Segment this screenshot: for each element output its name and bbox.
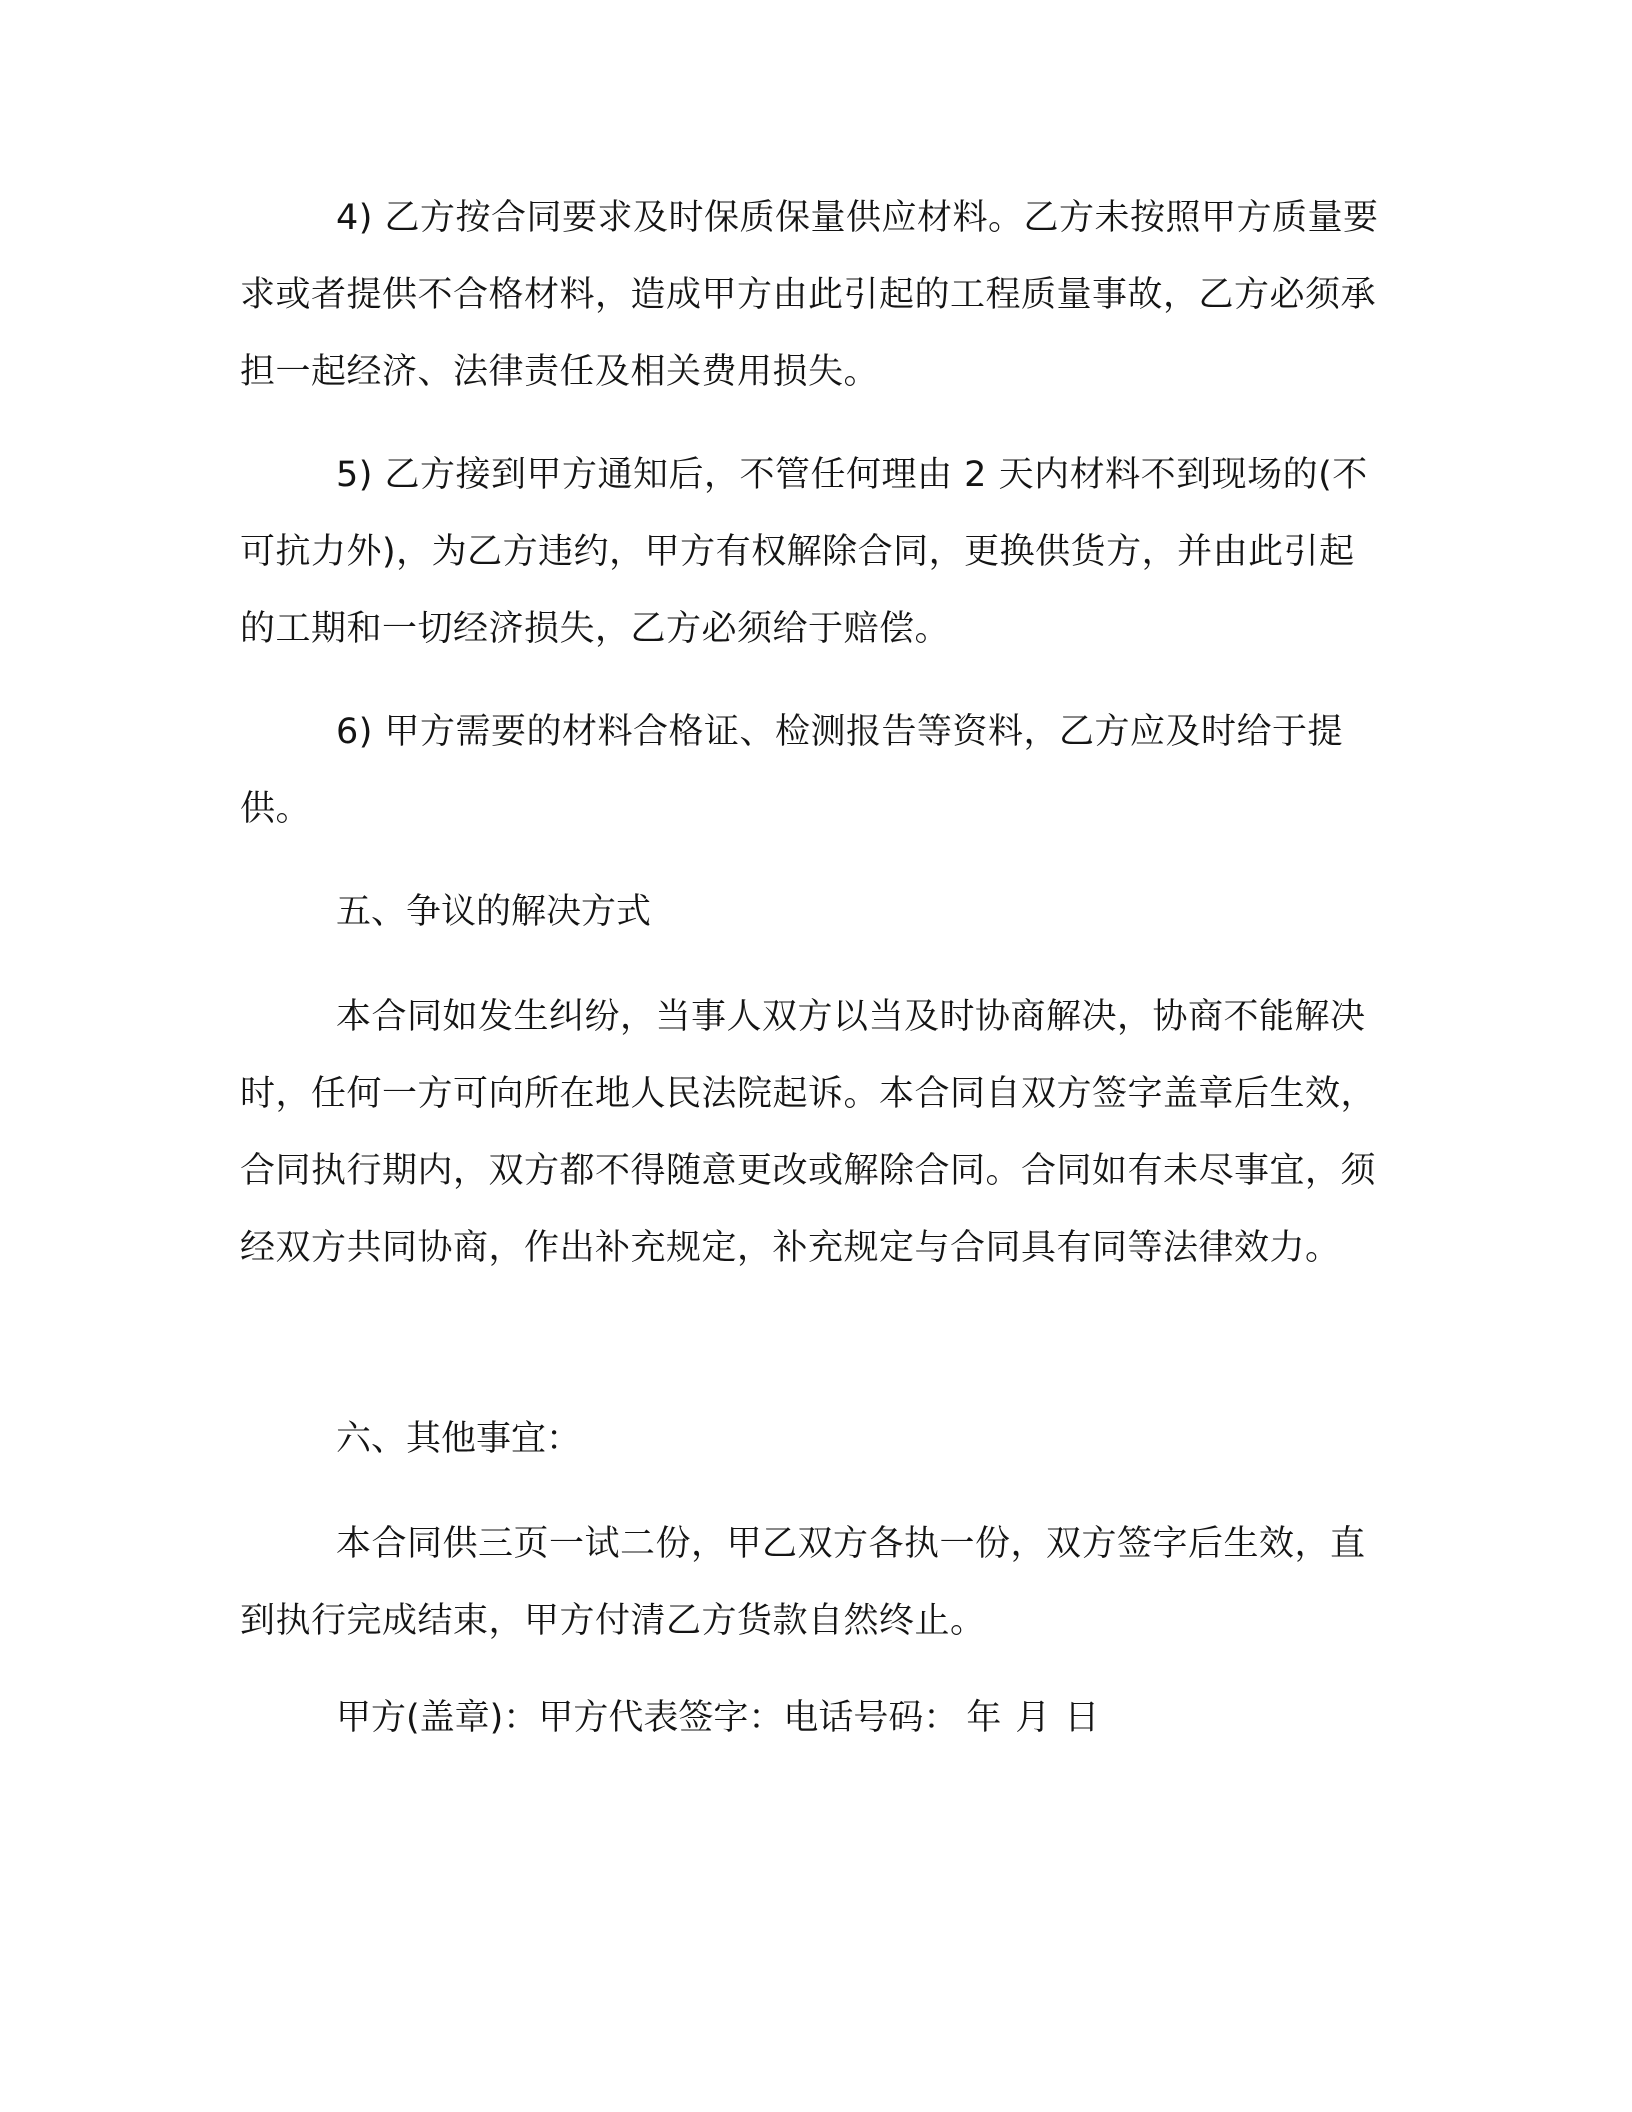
paragraph-item-4: 4) 乙方按合同要求及时保质保量供应材料。乙方未按照甲方质量要求或者提供不合格材料，造成甲方由此引起的工程质量事故，乙方必须承担一起经济、法律责任及相关费用损失。	[240, 198, 1379, 392]
paragraph-dispute-resolution: 本合同如发生纠纷，当事人双方以当及时协商解决，协商不能解决时，任何一方可向所在地人民法院起诉。本合同自双方签字盖章后生效，合同执行期内，双方都不得随意更改或解除合同。合同如有未尽事宜，须经双方共同协商，作出补充规定，补充规定与合同具有同等法律效力。	[240, 997, 1377, 1268]
paragraph-other-matters: 本合同供三页一试二份，甲乙双方各执一份，双方签字后生效，直到执行完成结束，甲方付清乙方货款自然终止。	[240, 1524, 1366, 1641]
section-title-other-matters: 六、其他事宜：	[336, 1419, 582, 1459]
party-a-seal-label: 甲方(盖章)：	[336, 1698, 539, 1738]
party-a-representative-label: 甲方代表签字：	[538, 1698, 784, 1738]
year-label: 年	[966, 1698, 1002, 1738]
day-label: 日	[1064, 1698, 1100, 1738]
section-title-dispute-resolution: 五、争议的解决方式	[336, 892, 652, 932]
paragraph-item-6: 6) 甲方需要的材料合格证、检测报告等资料，乙方应及时给于提供。	[240, 712, 1344, 829]
phone-number-label: 电话号码：	[783, 1698, 959, 1738]
month-label: 月	[1015, 1698, 1051, 1738]
paragraph-item-5: 5) 乙方接到甲方通知后，不管任何理由 2 天内材料不到现场的(不可抗力外)，为乙方违约，甲方有权解除合同，更换供货方，并由此引起的工期和一切经济损失，乙方必须给于赔偿。	[240, 455, 1368, 649]
signature-line	[336, 1680, 1099, 1757]
